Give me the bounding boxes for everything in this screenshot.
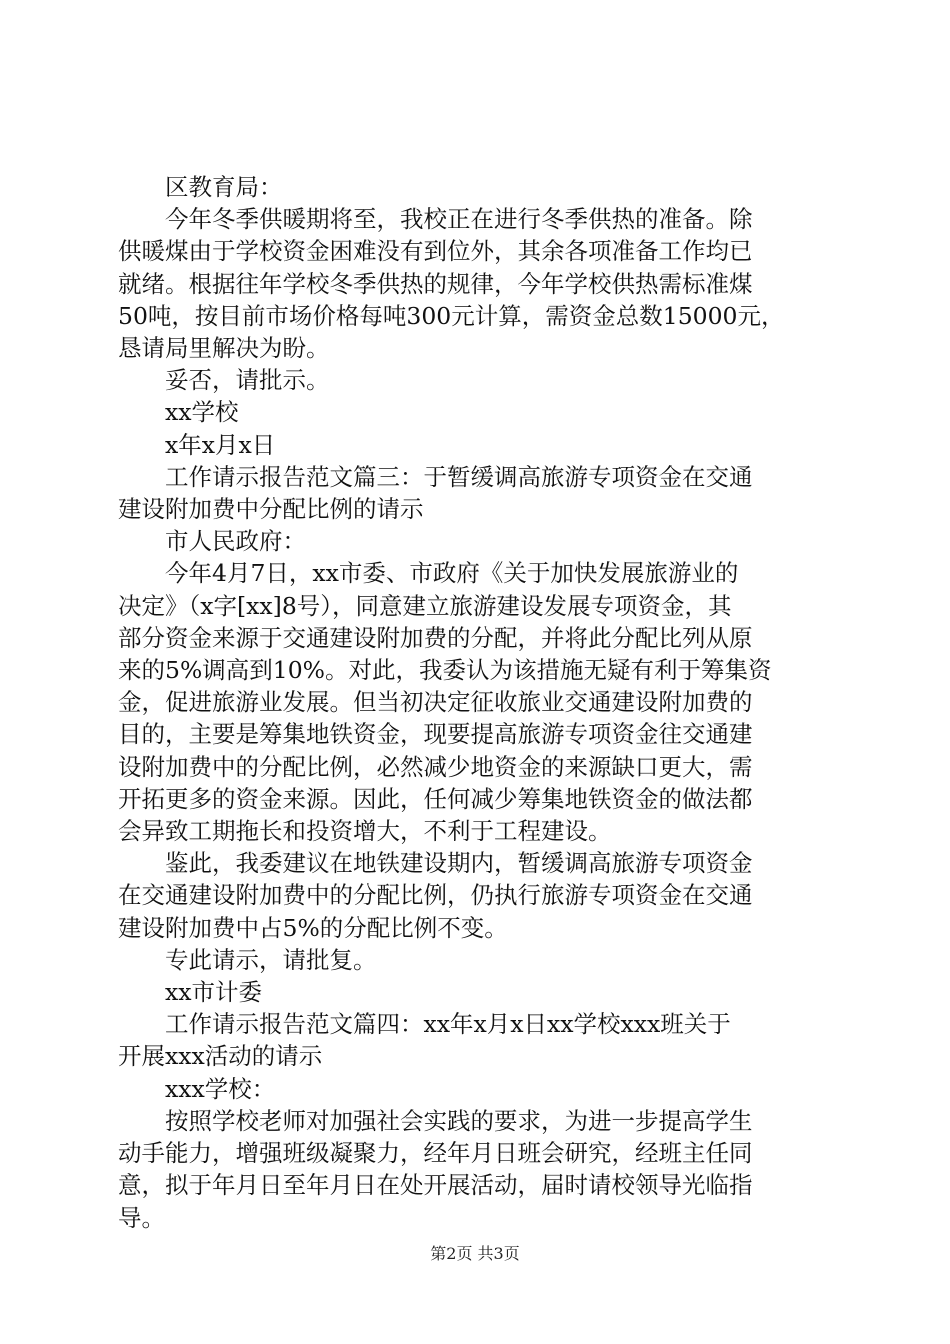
paragraph-signature-school	[118, 396, 838, 428]
text-line: 目的，主要是筹集地铁资金，现要提高旅游专项资金往交通建	[118, 720, 753, 749]
paragraph-addressee-city-government	[118, 525, 838, 557]
paragraph-heating-request	[118, 203, 838, 364]
text-line: 供暖煤由于学校资金困难没有到位外，其余各项准备工作均已	[118, 237, 753, 266]
paragraph-section-four-title	[118, 1008, 838, 1072]
text-line: xx学校	[165, 398, 239, 427]
text-line: 50吨，按目前市场价格每吨300元计算，需资金总数15000元，	[118, 301, 785, 330]
paragraph-reply-request	[118, 944, 838, 976]
paragraph-section-three-title	[118, 461, 838, 525]
text-line: 恳请局里解决为盼。	[118, 334, 330, 363]
text-line: 工作请示报告范文篇四：xx年x月x日xx学校xxx班关于	[165, 1010, 731, 1039]
text-line: 鉴此，我委建议在地铁建设期内，暂缓调高旅游专项资金	[165, 849, 753, 878]
text-line: 会异致工期拖长和投资增大，不利于工程建设。	[118, 817, 612, 846]
text-line: xx市计委	[165, 978, 263, 1007]
text-line: 今年4月7日，xx市委、市政府《关于加快发展旅游业的	[165, 559, 739, 588]
paragraph-addressee-school	[118, 1073, 838, 1105]
text-line: 建设附加费中占5%的分配比例不变。	[118, 913, 508, 942]
text-line: 开展xxx活动的请示	[118, 1042, 323, 1071]
text-line: 决定》（x字[xx]8号），同意建立旅游建设发展专项资金，其	[118, 591, 732, 620]
paragraph-tourism-fund-background	[118, 557, 838, 847]
text-line: x年x月x日	[165, 430, 276, 459]
text-line: 部分资金来源于交通建设附加费的分配，并将此分配比列从原	[118, 623, 753, 652]
text-line: 来的5%调高到10%。对此，我委认为该措施无疑有利于筹集资	[118, 656, 772, 685]
paragraph-recommendation	[118, 847, 838, 944]
text-line: 建设附加费中分配比例的请示	[118, 495, 424, 524]
paragraph-approval-request	[118, 364, 838, 396]
text-line: xxx学校：	[165, 1074, 276, 1103]
text-line: 今年冬季供暖期将至，我校正在进行冬季供热的准备。除	[165, 205, 753, 234]
paragraph-signature-planning-commission	[118, 976, 838, 1008]
page-number-footer: 第2页 共3页	[430, 1244, 520, 1263]
paragraph-addressee-education-bureau	[118, 171, 838, 203]
paragraph-date	[118, 429, 838, 461]
text-line: 按照学校老师对加强社会实践的要求，为进一步提高学生	[165, 1106, 753, 1135]
text-line: 金，促进旅游业发展。但当初决定征收旅业交通建设附加费的	[118, 688, 753, 717]
text-line: 开拓更多的资金来源。因此，任何减少筹集地铁资金的做法都	[118, 784, 753, 813]
text-line: 妥否，请批示。	[165, 366, 330, 395]
text-line: 工作请示报告范文篇三：于暂缓调高旅游专项资金在交通	[165, 462, 753, 491]
text-line: 专此请示，请批复。	[165, 945, 377, 974]
text-line: 区教育局：	[165, 173, 283, 201]
paragraph-activity-request	[118, 1105, 838, 1234]
text-line: 导。	[118, 1203, 165, 1232]
text-line: 设附加费中的分配比例，必然减少地资金的来源缺口更大，需	[118, 752, 753, 781]
text-line: 动手能力，增强班级凝聚力，经年月日班会研究，经班主任同	[118, 1139, 753, 1168]
text-line: 意，拟于年月日至年月日在处开展活动，届时请校领导光临指	[118, 1171, 753, 1200]
text-line: 在交通建设附加费中的分配比例，仍执行旅游专项资金在交通	[118, 881, 753, 910]
document-body	[118, 171, 838, 1234]
text-line: 就绪。根据往年学校冬季供热的规律，今年学校供热需标准煤	[118, 269, 753, 298]
text-line: 市人民政府：	[165, 527, 306, 556]
